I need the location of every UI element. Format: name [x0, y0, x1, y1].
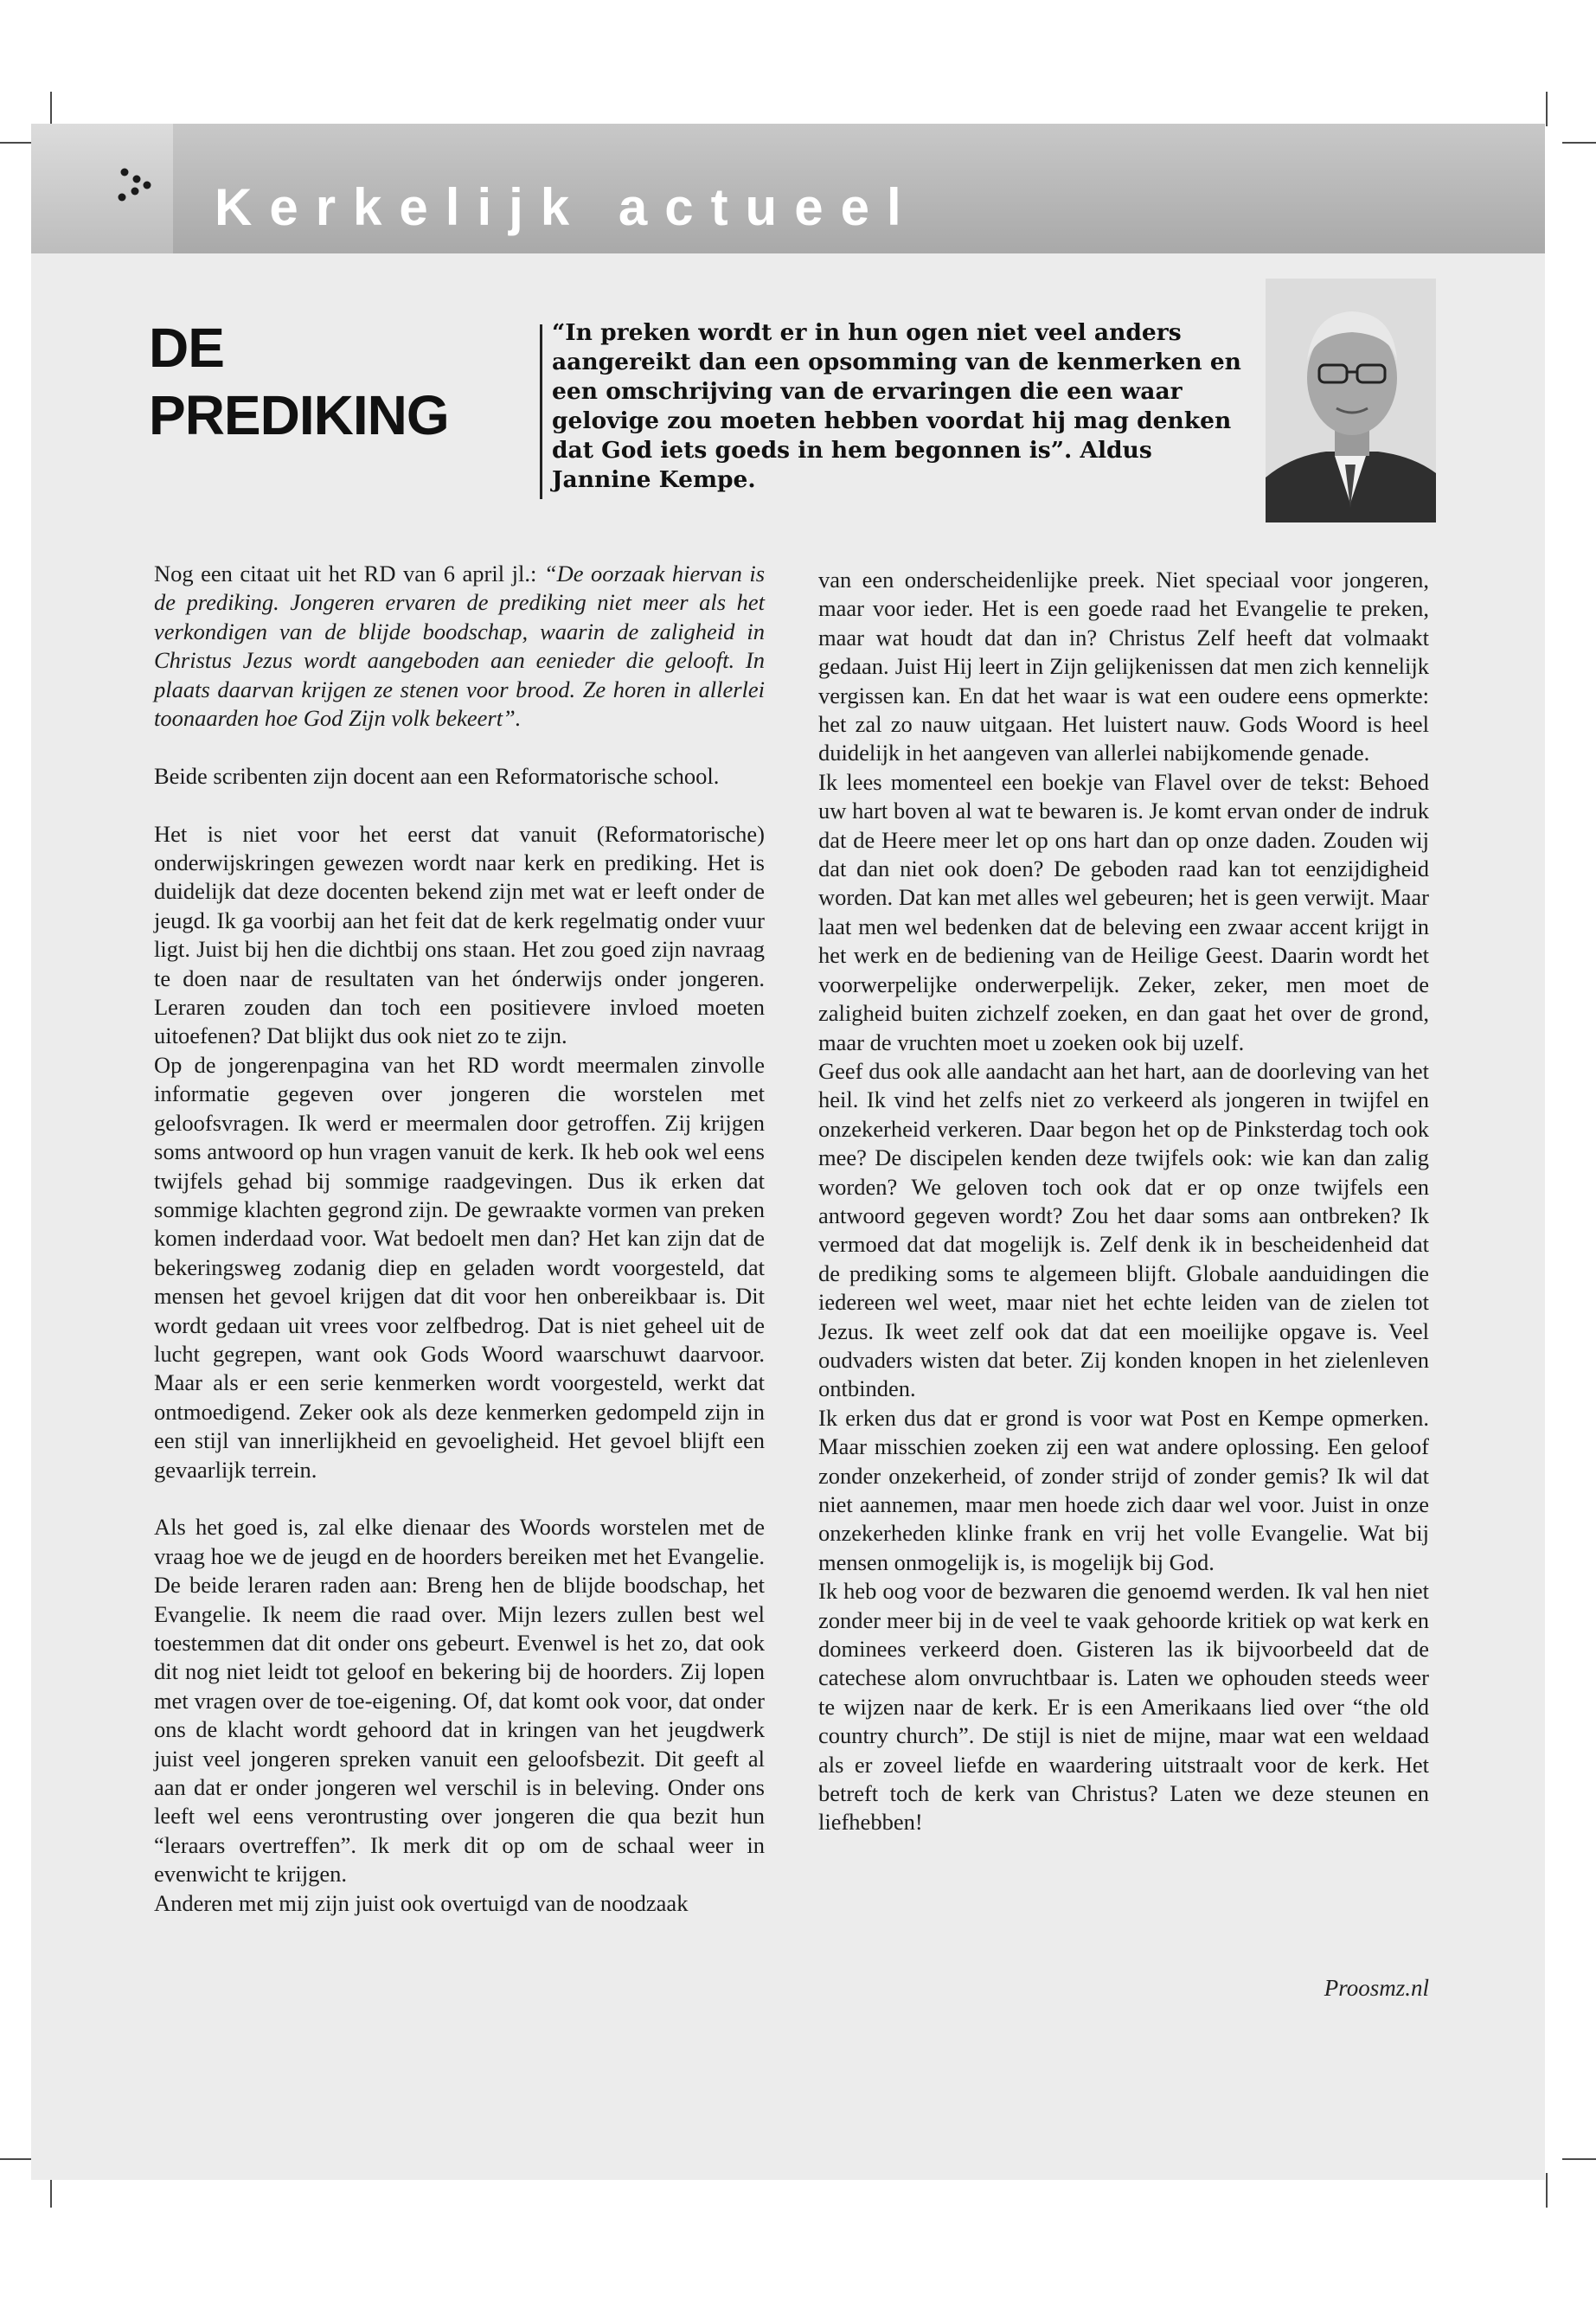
portrait-photo: [1266, 279, 1436, 522]
article-column-left: [154, 560, 765, 1918]
headline-line: DE: [149, 317, 224, 379]
dots-icon: [114, 164, 157, 208]
paragraph-intro: Nog een citaat uit het RD van 6 april jl.:: [154, 561, 544, 586]
headline-line: PREDIKING: [149, 384, 449, 446]
section-title: Kerkelijk actueel: [215, 178, 919, 236]
crop-mark: [50, 92, 52, 126]
paragraph: Anderen met mij zijn juist ook overtuigd van de noodzaak: [154, 1889, 689, 1916]
crop-mark: [0, 2158, 33, 2160]
paragraph: Als het goed is, zal elke dienaar des Woords worstelen met de vraag hoe we de jeugd en de hoorders bereiken met het Evangelie. De beide leraren raden aan: Breng hen de blijde boodschap, het Evangelie. Ik neem die raad over. Mijn lezers zullen best wel toestemmen dat dit onder ons gebeurt. Evenwel is het zo, dat ook dit nog niet leidt tot geloof en bekering bij de hoorders. Zij lopen met vragen over de toe-eigening. Of, dat komt ook voor, dat onder ons de klacht wordt gehoord dat in kringen van het jeugdwerk juist veel jongeren spreken vanuit een geloofsbezit. Dit geeft al aan dat er onder jongeren wel verschil is in beleving. Onder ons leeft wel eens verontrusting over jongeren die qua bezit hun “leraars overtreffen”. Ik merk dit op om de schaal weer in evenwicht te krijgen.: [154, 1514, 765, 1888]
author-signature: Proosmz.nl: [1324, 1975, 1429, 2001]
paragraph: Het is niet voor het eerst dat vanuit (Reformatorische) onderwijskringen gewezen wordt naar kerk en prediking. Het is duidelijk dat deze docenten bekend zijn met wat er leeft onder de jeugd. Ik ga voorbij aan het feit dat de kerk regelmatig onder vuur ligt. Juist bij hen die dichtbij ons staan. Het zou goed zijn navraag te doen naar de resultaten van het ónderwijs onder jongeren. Leraren zouden dan toch een positievere invloed moeten uitoefenen? Dat blijkt dus ook niet zo te zijn.: [154, 820, 765, 1049]
paragraph: Op de jongerenpagina van het RD wordt meermalen zinvolle informatie gegeven over jongeren die worstelen met geloofsvragen. Ik werd er meermalen door getroffen. Zij krijgen soms antwoord op hun vragen vanuit de kerk. Ik heb ook wel eens twijfels gehad bij sommige raadgevingen. Dus ik erken dat sommige klachten gegrond zijn. De gewraakte vormen van preken komen inderdaad voor. Wat bedoelt men dan? Het kan zijn dat de bekeringsweg zodanig diep en geladen wordt voorgesteld, dat mensen het gevoel krijgen dat dit voor hen onbereikbaar is. Dit wordt gedaan uit vrees voor zelfbedrog. Dat is niet geheel uit de lucht gegrepen, want ook Gods Woord waarschuwt daarvoor. Maar als er een serie kenmerken wordt voorgesteld, werkt dat ontmoedigend. Zeker ook als deze kenmerken gedompeld zijn in een stijl van innerlijkheid en gevoeligheid. Het gevoel blijft een gevaarlijk terrein.: [154, 1051, 765, 1483]
paragraph: Ik lees momenteel een boekje van Flavel over de tekst: Behoed uw hart boven al wat te bewaren is. Je komt ervan onder de indruk dat de Heere meer let op ons hart dan op onze daden. Zouden wij dat dan niet ook doen? De geboden raad kan tot eenzijdigheid worden. Dat kan met alles wel gebeuren; het is geen verwijt. Maar laat men wel bedenken dat de beleving een zwaar accent krijgt in het werk en de bediening van de Heilige Geest. Daarin wordt het voorwerpelijke onderwerpelijk. Zeker, zeker, men moet de zaligheid buiten zichzelf zoeken, en dan gaat het over de grond, maar de vruchten moet u zoeken ook bij uzelf.: [818, 768, 1429, 1055]
quote-divider: [540, 324, 542, 499]
article-headline: [149, 314, 449, 449]
article-column-right: [818, 566, 1429, 1837]
paragraph: van een onderscheidenlijke preek. Niet speciaal voor jongeren, maar voor ieder. Het is een goede raad het Evangelie te preken, maar wat houdt dat dan in? Christus Zelf heeft dat volmaakt gedaan. Juist Hij leert in Zijn gelijkenissen dat men zich kennelijk vergissen kan. En dat het waar is wat een oudere eens opmerkte: het zal zo nauw uitgaan. Het luistert nauw. Gods Woord is heel duidelijk in het aangeven van allerlei nabijkomende genade.: [818, 567, 1429, 766]
crop-mark: [1562, 2158, 1596, 2160]
paragraph: Ik heb oog voor de bezwaren die genoemd werden. Ik val hen niet zonder meer bij in de veel te vaak gehoorde kritiek op wat kerk en dominees verkeerd doen. Gisteren las ik bijvoorbeeld dat de catechese alom onvruchtbaar is. Laten we ophouden steeds weer te wijzen naar de kerk. Er is een Amerikaans lied over “the old country church”. De stijl is niet de mijne, maar wat een weldaad als er zoveel liefde en waardering uitstraalt voor de kerk. Het betreft toch de kerk van Christus? Laten we deze steunen en liefhebben!: [818, 1578, 1429, 1836]
crop-mark: [1546, 92, 1548, 126]
paragraph: Geef dus ook alle aandacht aan het hart, aan de doorleving van het heil. Ik vind het zelfs niet zo verkeerd als jongeren in twijfel en onzekerheid verkeren. Daar begon het op de Pinksterdag toch ook mee? De discipelen kenden deze twijfels ook: wie kan dan zalig worden? We geloven toch ook dat er op onze twijfels een antwoord gegeven wordt? Zou het daar soms aan ontbreken? Ik vermoed dat dat mogelijk is. Zelf denk ik in bescheidenheid dat de prediking soms te algemeen blijft. Globale aanduidingen die iedereen wel weet, maar niet het echte leiden van de zielen tot Jezus. Ik weet zelf ook dat dat een moeilijke opgave is. Veel oudvaders wisten dat beter. Zij konden knopen in het zielenleven ontbinden.: [818, 1057, 1429, 1402]
paragraph: [154, 560, 765, 733]
crop-mark: [1546, 2173, 1548, 2208]
crop-mark: [1562, 142, 1596, 144]
pull-quote: “In preken wordt er in hun ogen niet veel anders aangereikt dan een opsomming van de kenmerken en een omschrijving van de ervaringen die een waar gelovige zou moeten hebben voordat hij mag denken dat God iets goeds in hem begonnen is”. Aldus Jannine Kempe.: [552, 319, 1241, 493]
paragraph: Beide scribenten zijn docent aan een Reformatorische school.: [154, 762, 720, 789]
crop-mark: [0, 142, 33, 144]
paragraph: Ik erken dus dat er grond is voor wat Post en Kempe opmerken. Maar misschien zoeken zij een wat andere oplossing. Een geloof zonder onzekerheid, of zonder strijd of zonder gemis? Ik wil dat niet aannemen, maar men hoede zich daar wel voor. Juist in onze onzekerheden klinke frank en vrij het volle Evangelie. Wat bij mensen onmogelijk is, is mogelijk bij God.: [818, 1404, 1429, 1575]
quoted-text: “De oorzaak hiervan is de prediking. Jongeren ervaren de prediking niet meer als het verkondigen van de blijde boodschap, waarin de zaligheid in Christus Jezus wordt aangeboden aan eenieder die gelooft. In plaats daarvan krijgen ze stenen voor brood. Ze horen in allerlei toonaarden hoe God Zijn volk bekeert”.: [154, 561, 766, 732]
